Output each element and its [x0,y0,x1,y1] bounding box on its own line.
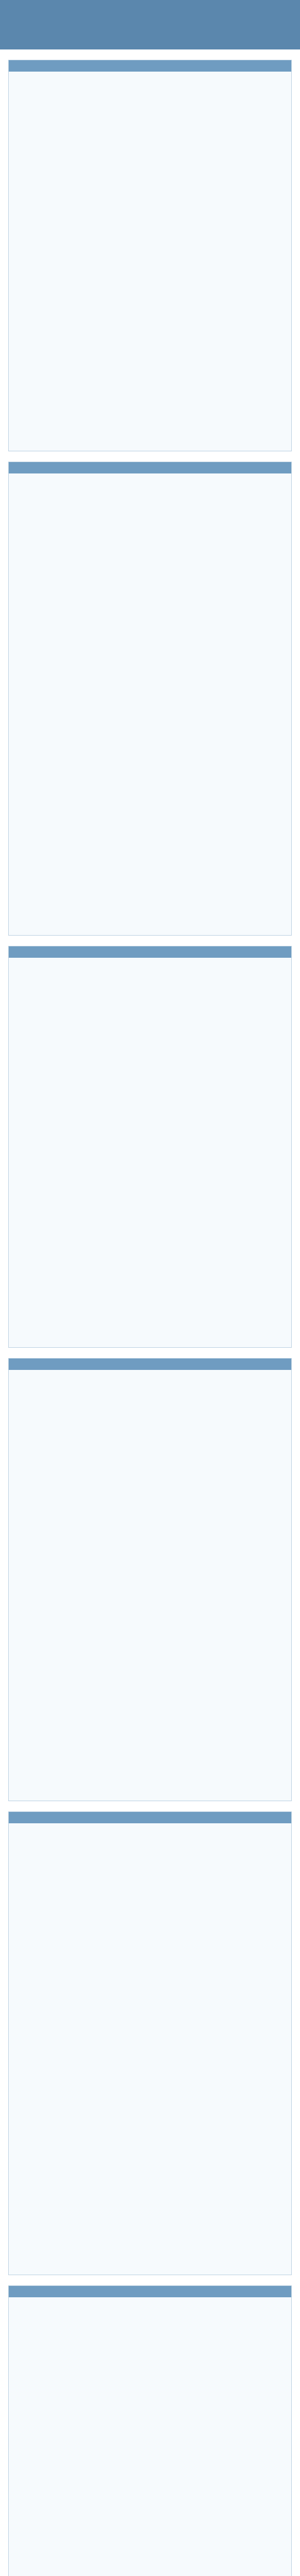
section-panel [8,946,292,1348]
page-subtitle [10,30,290,39]
section-panel [8,60,292,451]
section-body [14,2301,286,2576]
section-panel [8,1811,292,2275]
section-body [14,962,286,1342]
section-panel [8,2285,292,2576]
section-body [14,1827,286,2269]
section-heading [9,462,291,473]
section-heading [9,946,291,958]
section-panel [8,1358,292,1801]
section-panel [8,462,292,936]
section-heading [9,2286,291,2297]
section-heading [9,1359,291,1370]
section-heading [9,60,291,72]
section-heading [9,1812,291,1823]
page-title [10,14,290,27]
section-body [14,478,286,930]
page-header [0,0,300,49]
section-body [14,1374,286,1795]
section-body [14,76,286,446]
